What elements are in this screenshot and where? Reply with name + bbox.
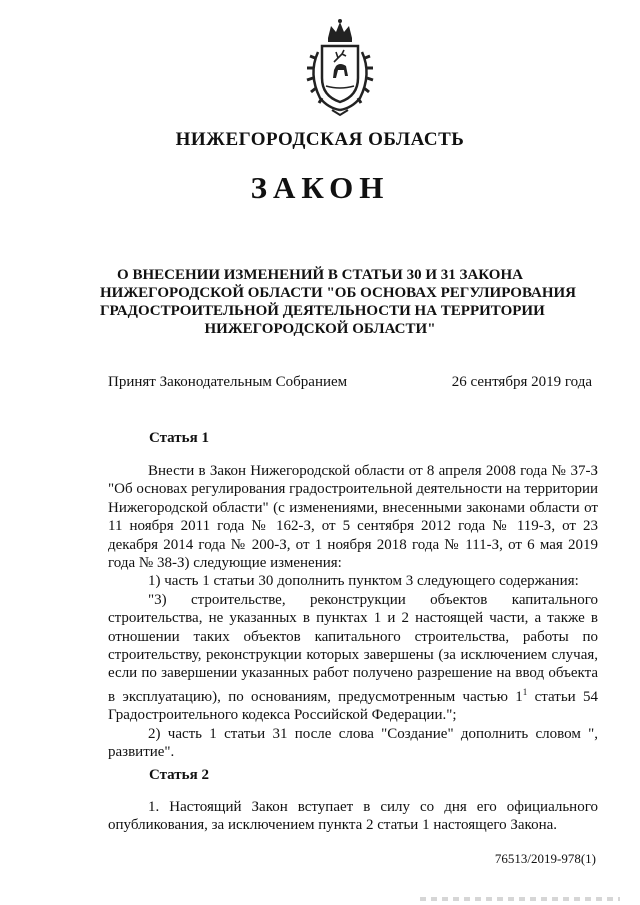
article-2-body [108,798,598,835]
law-title-line: НИЖЕГОРОДСКОЙ ОБЛАСТИ "ОБ ОСНОВАХ РЕГУЛИРОВАНИЯ [100,285,577,301]
article-2-heading: Статья 2 [149,767,209,783]
coat-of-arms-icon [298,18,382,118]
law-title-line: НИЖЕГОРОДСКОЙ ОБЛАСТИ" [204,321,436,337]
article-1-intro: Внести в Закон Нижегородской области от 8 апреля 2008 года № 37-З "Об основах регулирования градостроительной деятельности на территории Нижегородской области" (с изменениями, внесенными законами области от 11 ноября 2011 года № 162-З, от 5 сентября 2012 года № 119-З, от 23 декабря 2014 года № 200-З, от 1 ноября 2018 года № 111-З, от 6 мая 2019 года № 38-З) следующие изменения: [108,463,598,572]
adoption-date: 26 сентября 2019 года [451,374,592,390]
article-1-quote [108,591,598,725]
document-number: 76513/2019-978(1) [494,851,596,866]
article-1-item-1: 1) часть 1 статьи 30 дополнить пунктом 3 следующего содержания: [148,573,579,590]
document-type: ЗАКОН [250,170,390,205]
law-title-line: О ВНЕСЕНИИ ИЗМЕНЕНИЙ В СТАТЬИ 30 И 31 ЗАКОНА [117,267,523,283]
quote-superscript: 1 [522,686,528,697]
law-title-line: ГРАДОСТРОИТЕЛЬНОЙ ДЕЯТЕЛЬНОСТИ НА ТЕРРИТОРИИ [100,303,545,319]
article-1-body [108,462,598,762]
article-2-item-1: 1. Настоящий Закон вступает в силу со дня его официального опубликования, за исключением пункта 2 статьи 1 настоящего Закона. [108,799,598,834]
region-name: НИЖЕГОРОДСКАЯ ОБЛАСТЬ [175,129,465,150]
adopted-by: Принят Законодательным Собранием [108,374,348,390]
adoption-line [108,374,592,391]
quote-text: "3) строительстве, реконструкции объектов капитального строительства, не указанных в пунктах 1 и 2 настоящей части, а также в отношении таких объектов капитального строительства, работы по строительству, реконструкции которых завершены (за исключением случая, если по завершении указанных работ получено разрешение на ввод объекта в эксплуатацию), по основаниям, предусмотренным частью 1 [108,591,598,705]
article-1-heading: Статья 1 [149,430,209,446]
article-1-item-2: 2) часть 1 статьи 31 после слова "Создание" дополнить словом ", развитие". [108,725,598,761]
scan-artifact [420,897,620,901]
law-title [100,266,577,338]
quote-end: статьи 54 Градостроительного кодекса Российской Федерации."; [108,688,599,724]
